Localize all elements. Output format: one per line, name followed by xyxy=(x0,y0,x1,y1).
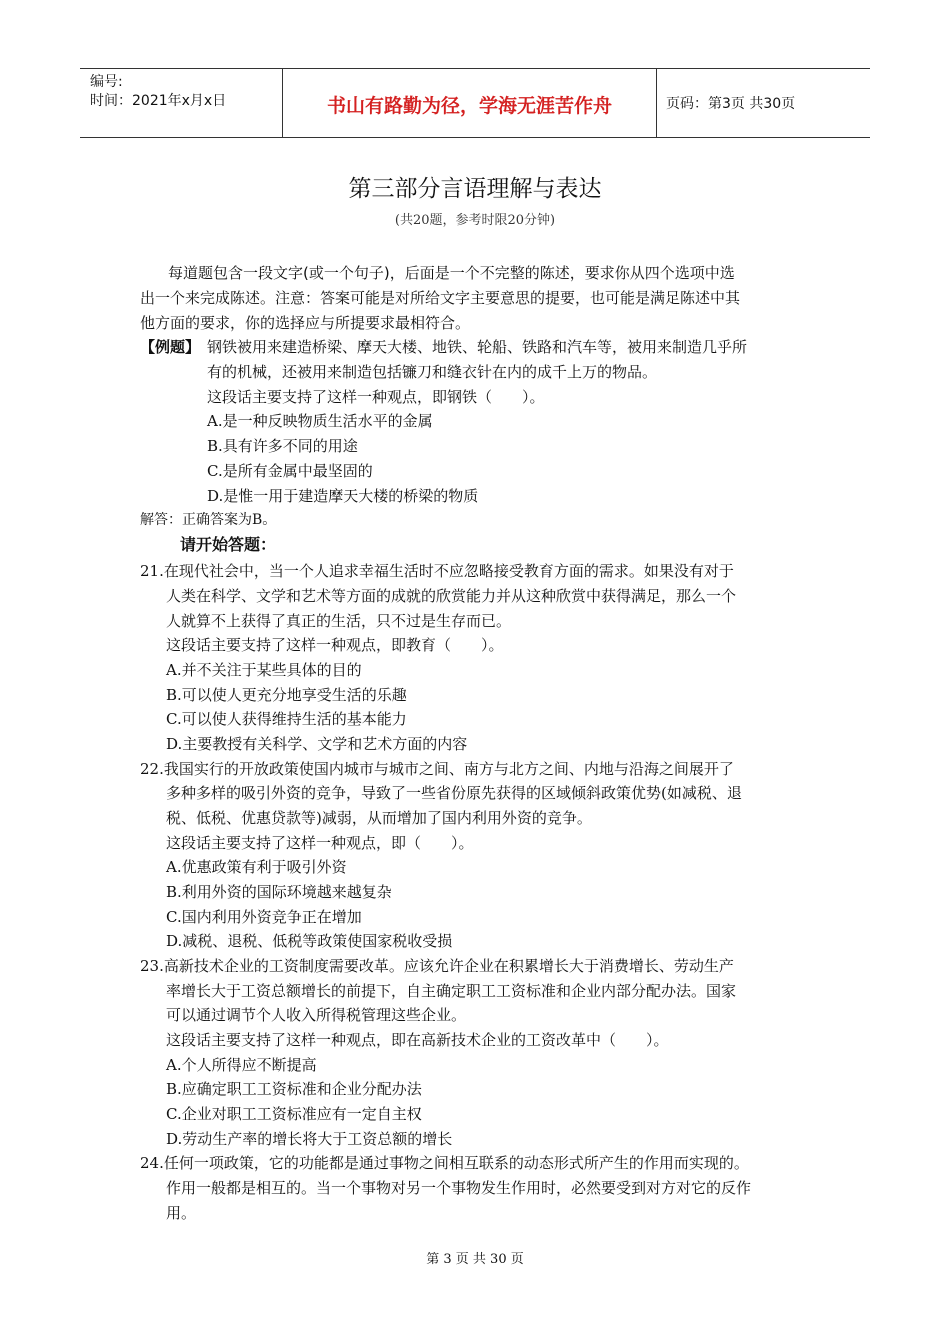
question-line: 人类在科学、文学和艺术等方面的成就的欣赏能力并从这种欣赏中获得满足，那么一个 xyxy=(166,587,737,605)
page-footer: 第 3 页 共 30 页 xyxy=(426,1252,524,1267)
question-line: 23.高新技术企业的工资制度需要改革。应该允许企业在积累增长大于消费增长、劳动生产 xyxy=(140,957,734,975)
example-option: C.是所有金属中最坚固的 xyxy=(207,462,373,480)
intro-line: 出一个来完成陈述。注意：答案可能是对所给文字主要意思的提要，也可能是满足陈述中其 xyxy=(140,289,741,307)
question-option: B.应确定职工工资标准和企业分配办法 xyxy=(166,1080,422,1098)
example-answer: 解答：正确答案为B。 xyxy=(140,512,277,528)
question-option: A.个人所得应不断提高 xyxy=(166,1056,317,1074)
question-line: 这段话主要支持了这样一种观点，即（ ）。 xyxy=(166,834,474,852)
question-line: 人就算不上获得了真正的生活，只不过是生存而已。 xyxy=(166,612,512,630)
example-option: B.具有许多不同的用途 xyxy=(207,437,358,455)
question-line: 这段话主要支持了这样一种观点，即教育（ ）。 xyxy=(166,636,504,654)
example-line: 这段话主要支持了这样一种观点，即钢铁（ ）。 xyxy=(207,388,545,406)
question-option: C.企业对职工工资标准应有一定自主权 xyxy=(166,1105,422,1123)
example-line: 有的机械，还被用来制造包括镰刀和缝衣针在内的成千上万的物品。 xyxy=(207,363,658,381)
document-header xyxy=(80,68,870,138)
question-option: D.减税、退税、低税等政策使国家税收受损 xyxy=(166,932,453,950)
start-label: 请开始答题： xyxy=(180,535,277,554)
header-meta xyxy=(90,73,226,111)
header-page-label: 页码：第3页 共30页 xyxy=(666,96,796,112)
question-line: 率增长大于工资总额增长的前提下，自主确定职工工资标准和企业内部分配办法。国家 xyxy=(166,982,737,1000)
number-label: 编号: xyxy=(90,74,123,90)
question-option: B.可以使人更充分地享受生活的乐趣 xyxy=(166,686,407,704)
question-line: 可以通过调节个人收入所得税管理这些企业。 xyxy=(166,1006,467,1024)
question-line: 税、低税、优惠贷款等)减弱，从而增加了国内利用外资的竞争。 xyxy=(166,809,592,827)
question-option: C.国内利用外资竞争正在增加 xyxy=(166,908,362,926)
question-line: 作用一般都是相互的。当一个事物对另一个事物发生作用时，必然要受到对方对它的反作 xyxy=(166,1179,752,1197)
question-option: B.利用外资的国际环境越来越复杂 xyxy=(166,883,392,901)
page-title: 第三部分言语理解与表达 xyxy=(348,176,602,202)
question-option: A.优惠政策有利于吸引外资 xyxy=(166,858,347,876)
question-line: 多种多样的吸引外资的竞争，导致了一些省份原先获得的区域倾斜政策优势(如减税、退 xyxy=(166,784,742,802)
question-option: D.劳动生产率的增长将大于工资总额的增长 xyxy=(166,1130,453,1148)
header-motto: 书山有路勤为径，学海无涯苦作舟 xyxy=(326,95,612,117)
question-option: C.可以使人获得维持生活的基本能力 xyxy=(166,710,407,728)
time-label: 时间：2021年x月x日 xyxy=(90,93,227,109)
question-option: A.并不关注于某些具体的目的 xyxy=(166,661,362,679)
intro-line: 每道题包含一段文字(或一个句子)，后面是一个不完整的陈述，要求你从四个选项中选 xyxy=(168,264,735,282)
example-line: 钢铁被用来建造桥梁、摩天大楼、地铁、轮船、铁路和汽车等，被用来制造几乎所 xyxy=(207,338,748,356)
question-line: 用。 xyxy=(166,1204,197,1222)
page-subtitle: (共20题，参考时限20分钟) xyxy=(394,213,556,228)
question-line: 22.我国实行的开放政策使国内城市与城市之间、南方与北方之间、内地与沿海之间展开了 xyxy=(140,760,734,778)
example-option: A.是一种反映物质生活水平的金属 xyxy=(207,412,433,430)
example-tag: 【例题】 xyxy=(140,338,201,356)
intro-line: 他方面的要求，你的选择应与所提要求最相符合。 xyxy=(140,314,471,332)
header-divider xyxy=(656,69,657,137)
question-line: 这段话主要支持了这样一种观点，即在高新技术企业的工资改革中（ ）。 xyxy=(166,1031,669,1049)
question-line: 21.在现代社会中，当一个人追求幸福生活时不应忽略接受教育方面的需求。如果没有对于 xyxy=(140,562,734,580)
question-option: D.主要教授有关科学、文学和艺术方面的内容 xyxy=(166,735,468,753)
question-line: 24.任何一项政策，它的功能都是通过事物之间相互联系的动态形式所产生的作用而实现的。 xyxy=(140,1154,749,1172)
example-option: D.是惟一用于建造摩天大楼的桥梁的物质 xyxy=(207,487,479,505)
